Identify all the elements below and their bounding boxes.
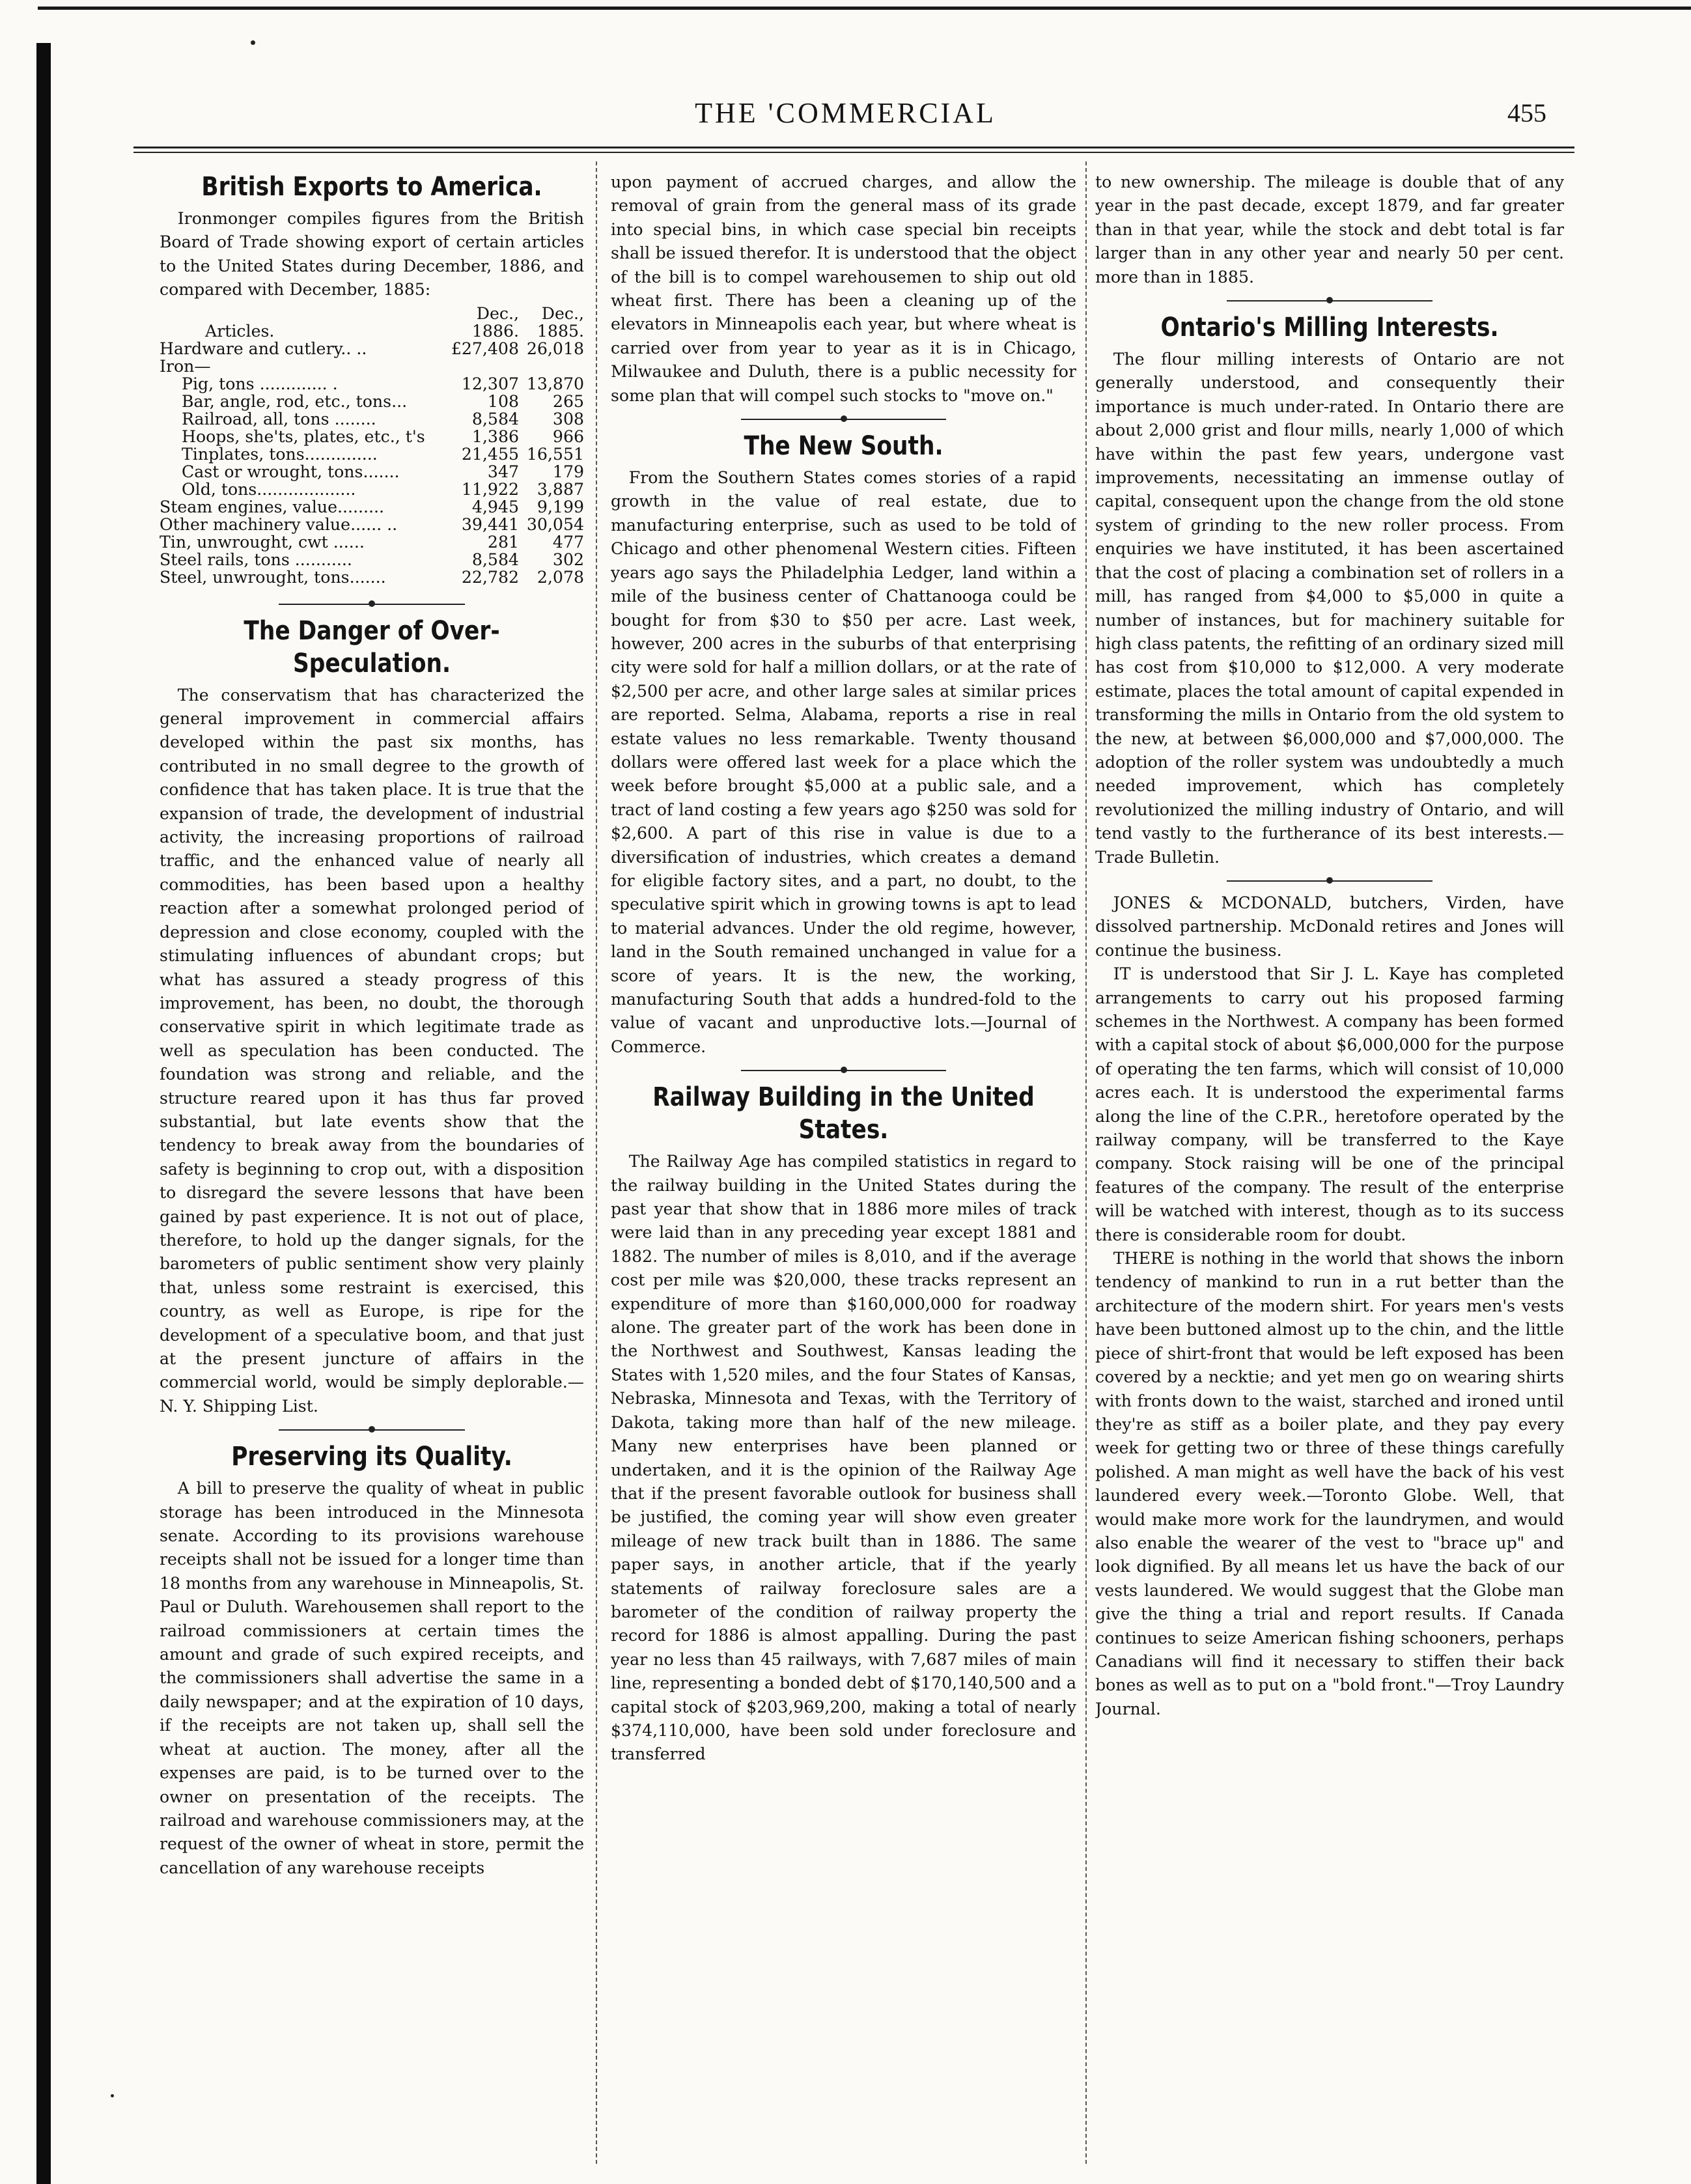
table-cell-value: 8,584 bbox=[471, 409, 519, 428]
table-cell-value: 8,584 bbox=[471, 550, 519, 569]
exports-table bbox=[160, 305, 584, 586]
table-row bbox=[160, 516, 584, 533]
table-cell-value: 21,455 bbox=[461, 444, 519, 464]
section-separator bbox=[160, 1418, 584, 1440]
table-row bbox=[160, 340, 584, 357]
news-brief: IT is understood that Sir J. L. Kaye has completed arrangements to carry out his proposed farming schemes in the Northwest. A company has been formed with a capital stock of about $6,000,000 for the purpose of operating the ten farms, which will consist of 10,000 acres each. It is understood the experimental farms along the line of the C.P.R., heretofore operated by the railway company, will be transferred to the Kaye company. Stock raising will be one of the principal features of the company. The result of the enterprise will be watched with interest, though as to its success there is considerable room for doubt. bbox=[1095, 964, 1564, 1244]
table-cell-label: Steel rails, tons ........... bbox=[160, 550, 352, 569]
column-header: Dec., bbox=[476, 303, 519, 323]
table-cell-value: 347 bbox=[487, 462, 519, 481]
table-cell-value: 16,551 bbox=[526, 444, 584, 464]
table-cell-label: Railroad, all, tons ........ bbox=[182, 409, 376, 428]
table-row bbox=[160, 428, 584, 445]
table-row bbox=[160, 498, 584, 516]
table-cell-value: 13,870 bbox=[526, 374, 584, 393]
table-cell-value: 39,441 bbox=[461, 514, 519, 534]
table-cell-label: Hardware and cutlery.. .. bbox=[160, 339, 367, 358]
section-separator bbox=[611, 408, 1076, 430]
article-title: Ontario's Milling Interests. bbox=[1160, 313, 1499, 343]
table-cell-value: 179 bbox=[552, 462, 584, 481]
column-header: 1885. bbox=[537, 321, 584, 341]
page-number: 455 bbox=[1507, 98, 1546, 128]
table-cell-value: 1,386 bbox=[471, 427, 519, 446]
article-title: The Danger of Over-Speculation. bbox=[244, 615, 500, 679]
column-divider bbox=[1085, 161, 1087, 2164]
column-1 bbox=[160, 171, 584, 2176]
table-row bbox=[160, 445, 584, 463]
table-cell-value: 108 bbox=[487, 391, 519, 411]
table-cell-label: Cast or wrought, tons....... bbox=[182, 462, 400, 481]
table-cell-value: 302 bbox=[552, 550, 584, 569]
ink-speck bbox=[111, 2094, 114, 2097]
table-cell-value bbox=[451, 357, 519, 375]
table-row bbox=[160, 481, 584, 498]
article-body-continued: to new ownership. The mileage is double that of any year in the past decade, except 1879, and far greater than in that year, while the stock and debt total is far larger than in any other year and nearly 50 per cent. more than in 1885. bbox=[1095, 173, 1564, 287]
table-cell-label: Bar, angle, rod, etc., tons... bbox=[182, 391, 408, 411]
table-row bbox=[160, 463, 584, 481]
masthead-title: THE 'COMMERCIAL bbox=[695, 97, 996, 129]
table-cell-value: 9,199 bbox=[537, 497, 584, 516]
table-cell-value: 22,782 bbox=[461, 567, 519, 587]
table-cell-label: Old, tons................... bbox=[182, 479, 356, 499]
column-header: Articles. bbox=[205, 321, 275, 341]
column-header: Dec., bbox=[541, 303, 584, 323]
table-row bbox=[160, 357, 584, 375]
table-cell-label: Tinplates, tons.............. bbox=[182, 444, 378, 464]
binding-edge-bar bbox=[36, 43, 51, 2184]
section-separator bbox=[160, 593, 584, 615]
section-separator bbox=[1095, 869, 1564, 891]
table-cell-value: 4,945 bbox=[471, 497, 519, 516]
column-header: 1886. bbox=[471, 321, 519, 341]
table-row bbox=[160, 568, 584, 586]
article-body-continued: upon payment of accrued charges, and allow the removal of grain from the general mass of its grade into special bins, in which case special bin receipts shall be issued therefor. It is understood that the object of the bill is to compel warehousemen to ship out old wheat first. There has been a cleaning up of the elevators in Minneapolis each year, but where wheat is carried over from year to year as it is in Chicago, Milwaukee and Duluth, there is a public necessity for some plan that will compel such stocks to "move on." bbox=[611, 173, 1076, 405]
table-header-row bbox=[160, 322, 584, 340]
column-2 bbox=[611, 171, 1076, 2176]
article-body: From the Southern States comes stories of a rapid growth in the value of real estate, due to manufacturing enterprise, such as used to be told of Chicago and other phenomenal Western cities. Fifteen years ago says the Philadelphia Ledger, land within a mile of the business center of Chattanooga could be bought for from $30 to $50 per acre. Last week, however, 200 acres in the suburbs of that enterprising city were sold for half a million dollars, or at the rate of $2,500 per acre, and other large sales at similar prices are reported. Selma, Alabama, reports a rise in real estate values no less remarkable. Twenty thousand dollars were offered last week for a place which the week before brought $5,000 at a public sale, and a tract of land costing a few years ago $250 was sold for $2,600. A part of this rise in value is due to a diversification of industries, which creates a demand for eligible factory sites, and a part, no doubt, to the speculative spirit which in growing towns is apt to lead to material advances. Under the old regime, however, land in the South remained unchanged in value for a score of years. It is the new, the working, manufacturing South that adds a hundred-fold to the value of vacant and unproductive lots.—Journal of Commerce. bbox=[611, 468, 1076, 1056]
table-cell-value: 26,018 bbox=[526, 339, 584, 358]
table-cell-value: 477 bbox=[552, 532, 584, 552]
article-title: Railway Building in the United States. bbox=[652, 1082, 1035, 1145]
section-separator bbox=[611, 1059, 1076, 1081]
table-cell-label: Pig, tons ............. . bbox=[182, 374, 338, 393]
table-row bbox=[160, 393, 584, 410]
table-row bbox=[160, 533, 584, 551]
table-header-row bbox=[160, 305, 584, 322]
table-cell-value: 2,078 bbox=[537, 567, 584, 587]
article-body: The flour milling interests of Ontario are not generally understood, and consequently their importance is much under-rated. In Ontario there are about 2,000 grist and flour mills, nearly 1,000 of which have within the past few years, undergone vast improvements, necessitating an immense outlay of capital, consequent upon the change from the old stone system of grinding to the new roller process. From enquiries we have instituted, it has been ascertained that the cost of placing a combination set of rollers in a mill, has ranged from $4,000 to $5,000 in quite a number of instances, but for machinery suitable for high class patents, the refitting of an ordinary sized mill has cost from $10,000 to $12,000. A very moderate estimate, places the total amount of capital expended in transforming the mills in Ontario from the old system to the new, at between $6,000,000 and $7,000,000. The adoption of the roller system was undoubtedly a much needed improvement, which has completely revolutionized the milling industry of Ontario, and will tend vastly to the furtherance of its best interests.—Trade Bulletin. bbox=[1095, 350, 1564, 867]
table-cell-value: 281 bbox=[487, 532, 519, 552]
table-row bbox=[160, 375, 584, 393]
column-divider bbox=[596, 161, 597, 2164]
table-cell-label: Steam engines, value......... bbox=[160, 497, 385, 516]
article-body: A bill to preserve the quality of wheat in public storage has been introduced in the Minnesota senate. According to its provisions warehouse receipts shall not be issued for a longer time than 18 months from any warehouse in Minneapolis, St. Paul or Duluth. Warehousemen shall report to the railroad commissioners at certain times the amount and grade of such expired receipts, and the commissioners shall advertise the same in a daily newspaper; and at the expiration of 10 days, if the receipts are not taken up, shall sell the wheat at auction. The money, after all the expenses are paid, is to be turned over to the owner on presentation of the receipts. The railroad and warehouse commissioners may, at the request of the owner of wheat in store, permit the cancellation of any warehouse receipts bbox=[160, 1479, 584, 1877]
article-body: The conservatism that has characterized the general improvement in commercial affairs developed within the past six months, has contributed in no small degree to the growth of confidence that has taken place. It is true that the expansion of trade, the development of industrial activity, the increasing proportions of railroad traffic, and the enhanced value of nearly all commodities, has been based upon a healthy reaction after a somewhat prolonged period of depression and close economy, coupled with the stimulating influences of abundant crops; but what has assured a steady progress of this improvement, has been, no doubt, the thorough conservative spirit in which legitimate trade as well as speculation has been conducted. The foundation was strong and reliable, and the structure reared upon it has thus far proved substantial, but late events show that the tendency to break away from the boundaries of safety is beginning to crop out, with a disposition to disregard the severe lessons that have been gained by past experience. It is not out of place, therefore, to hold up the danger signals, for the barometers of public sentiment show very plainly that, unless some restraint is exercised, this country, as well as Europe, is ripe for the development of a speculative boom, and that just at the present juncture of affairs in the commercial world, would be simply deplorable.—N. Y. Shipping List. bbox=[160, 685, 584, 1416]
table-cell-value: 308 bbox=[552, 409, 584, 428]
article-body: The Railway Age has compiled statistics in regard to the railway building in the United States during the past year that show that in 1886 more miles of track were laid than in any preceding year except 1881 and 1882. The number of miles is 8,010, and if the average cost per mile was $20,000, these tracks represent an expenditure of more than $160,000,000 for roadway alone. The greater part of the work has been done in the Northwest and Southwest, Kansas leading the States with 1,520 miles, and the four States of Kansas, Nebraska, Minnesota and Texas, with the Territory of Dakota, taking more than half of the new mileage. Many new enterprises have been planned or undertaken, and it is the opinion of the Railway Age that if the present favorable outlook for business shall be justified, the coming year will show even greater mileage of new track built than in 1886. The same paper says, in another article, that if the yearly statements of railway foreclosure sales are a barometer of the condition of railway property the record for 1886 is almost appalling. During the past year no less than 45 railways, with 7,687 miles of main line, representing a bonded debt of $170,140,500 and a capital stock of $203,969,200, making a total of nearly $374,110,000, have been sold under foreclosure and transferred bbox=[611, 1152, 1076, 1764]
table-cell-label: Tin, unwrought, cwt ...... bbox=[160, 532, 365, 552]
news-brief: THERE is nothing in the world that shows the inborn tendency of mankind to run in a rut better than the architecture of the modern shirt. For years men's vests have been buttoned almost up to the chin, and the little piece of shirt-front that would be left exposed has been covered by a necktie; and yet men go on wearing shirts with fronts down to the waist, starched and ironed until they're as stiff as a boiler plate, and they pay every week for getting two or three of these things carefully polished. A man might as well have the back of his vest laundered every week.—Toronto Globe. Well, that would make more work for the laundrymen, and would also enable the wearer of the vest to "brace up" and look dignified. By all means let us have the back of our vests laundered. We would suggest that the Globe man give the thing a trial and report results. If Canada continues to seize American fishing schooners, perhaps Canadians will find it necessary to stiffen their back bones as well as to put on a "bold front."—Troy Laundry Journal. bbox=[1095, 1249, 1564, 1718]
table-cell-value: 11,922 bbox=[461, 479, 519, 499]
news-brief: JONES & MCDONALD, butchers, Virden, have dissolved partnership. McDonald retires and Jones will continue the business. bbox=[1095, 893, 1564, 960]
section-separator bbox=[1095, 289, 1564, 311]
table-cell-value: 30,054 bbox=[526, 514, 584, 534]
article-title: Preserving its Quality. bbox=[231, 1442, 512, 1472]
header-rule bbox=[133, 147, 1574, 148]
article-intro: Ironmonger compiles figures from the British Board of Trade showing export of certain articles to the United States during December, 1886, and compared with December, 1885: bbox=[160, 209, 584, 300]
article-title: British Exports to America. bbox=[201, 172, 542, 202]
table-row bbox=[160, 551, 584, 568]
table-cell-label: Steel, unwrought, tons....... bbox=[160, 567, 386, 587]
article-title: The New South. bbox=[744, 431, 943, 462]
table-cell-value: £27,408 bbox=[451, 339, 519, 358]
table-cell-label: Hoops, she'ts, plates, etc., t's bbox=[182, 427, 425, 446]
table-cell-value: 966 bbox=[552, 427, 584, 446]
table-cell-value: 265 bbox=[552, 391, 584, 411]
table-cell-label: Iron— bbox=[160, 356, 211, 376]
ink-speck bbox=[251, 40, 255, 45]
table-cell-value bbox=[519, 357, 584, 375]
table-cell-value: 3,887 bbox=[537, 479, 584, 499]
top-border-rule bbox=[38, 7, 1691, 10]
table-row bbox=[160, 410, 584, 428]
header-rule bbox=[133, 152, 1574, 153]
table-cell-label: Other machinery value...... .. bbox=[160, 514, 398, 534]
column-3 bbox=[1095, 171, 1564, 2176]
table-cell-value: 12,307 bbox=[461, 374, 519, 393]
